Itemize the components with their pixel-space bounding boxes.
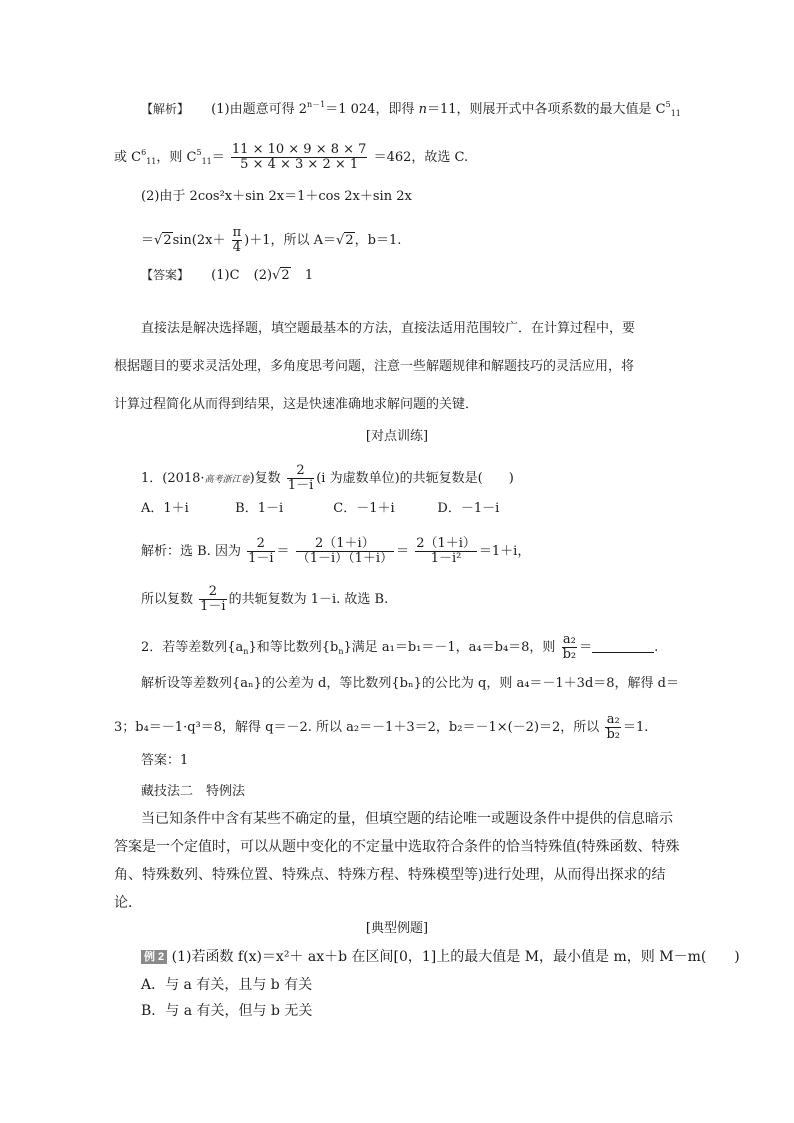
sqrt-symbol: √2: [336, 233, 354, 248]
analysis-line-2: 或 $C^6_{11}$，则 $C^5_{11}=$ $\frac{11 \times 10 \times 9 \times 8 \times 7}{5 \times 4 \times 3 \times 2 \times 1}$ ＝462，故选 C.: [114, 142, 469, 172]
method-2-heading: 藏技法二 特例法: [141, 784, 246, 799]
question-1: 1．(2018·高考浙江卷)复数 $\frac{2}{1-i}$ (i 为虚数单位)的共轭复数是( ): [141, 463, 514, 493]
sqrt-symbol: √2: [272, 268, 290, 283]
answer-line: 【答案】 (1)C (2)√2 1: [141, 268, 314, 283]
summary-line-3: 计算过程简化从而得到结果，这是快速准确地求解问题的关键．: [114, 397, 479, 412]
example-badge: 例 2: [141, 950, 167, 964]
answer-blank[interactable]: [592, 640, 654, 653]
option-c: C．－1＋i: [333, 501, 395, 516]
combination-fraction: $\frac{11 \times 10 \times 9 \times 8 \times 7}{5 \times 4 \times 3 \times 2 \times 1}$: [231, 142, 367, 172]
q2-answer: 答案：1: [141, 753, 189, 768]
pi-fraction: $\frac{\pi}{4}$: [232, 225, 242, 255]
question-2: 2．若等差数列$\{a_n\}$和等比数列$\{b_n\}$满足 a₁＝b₁＝－1，a₄＝b₄＝8，则 $\frac{\text{a₂}}{\text{b₂}}$ ＝ .: [141, 632, 659, 662]
method-2-line-4: 论．: [114, 895, 142, 911]
q1-solution-line-2: 所以复数 $\frac{2}{1-i}$ 的共轭复数为 1－i. 故选 B.: [141, 584, 389, 614]
q2-solution-line-2: 3；b₄＝－1·q³＝8，解得 q＝－2. 所以 a₂＝－1＋3＝2，b₂＝－1×(－2)＝2，所以 $\frac{\text{a₂}}{\text{b₂}}$ ＝1.: [114, 712, 649, 742]
option-b: B．1－i: [235, 501, 284, 516]
summary-line-2: 根据题目的要求灵活处理，多角度思考问题，注意一些解题规律和解题技巧的灵活应用，将: [114, 359, 635, 374]
analysis-label: 【解析】: [141, 102, 190, 116]
option-d: D．－1－i: [437, 501, 500, 516]
answer-label: 【答案】: [141, 268, 190, 282]
analysis-line-3: (2)由于 2cos²x＋sin 2x＝1＋cos 2x＋sin 2x: [141, 189, 412, 204]
q1-fraction: $\frac{2}{1-i}$: [287, 463, 314, 493]
example-2-option-b: B．与 a 有关，但与 b 无关: [141, 1003, 313, 1019]
example-2-option-a: A．与 a 有关，且与 b 有关: [141, 977, 313, 993]
method-2-line-2: 答案是一个定值时，可以从题中变化的不定量中选取符合条件的恰当特殊值(特殊函数、特殊: [114, 839, 680, 855]
q1-options: [141, 500, 499, 518]
training-heading: [对点训练]: [365, 429, 429, 444]
method-2-line-3: 角、特殊数列、特殊位置、特殊点、特殊方程、特殊模型等)进行处理，从而得出探求的结: [114, 867, 666, 883]
example-heading: [典型例题]: [365, 921, 429, 936]
analysis-line-1: 【解析】 (1)由题意可得 $2^{n-1}=1$ 024，即得 n＝11，则展开式中各项系数的最大值是 $C^5_{11}$: [141, 100, 681, 118]
option-a: A．1＋i: [141, 501, 189, 516]
q1-solution-line-1: 解析：选 B. 因为 $\frac{2}{1-i}$ ＝ $\frac{2(1+i)}{(1-i)(1+i)}$ ＝ $\frac{2(1+i)}{\text{1－i²}}$ ＝1＋i，: [141, 536, 531, 566]
source-tag: 高考浙江卷: [204, 475, 250, 485]
method-2-line-1: 当已知条件中含有某些不确定的量，但填空题的结论唯一或题设条件中提供的信息暗示: [141, 811, 673, 827]
analysis-line-4: ＝√2sin(2x＋ $\frac{\pi}{4}$ )＋1，所以 A＝√2，b＝1.: [141, 225, 402, 255]
example-2: 例 2 (1)若函数 f(x)＝x²＋ ax＋b 在区间[0，1]上的最大值是 M，最小值是 m，则 M－m( ): [141, 948, 740, 966]
sqrt-symbol: √2: [154, 233, 172, 248]
q2-solution-line-1: 解析设等差数列{aₙ}的公差为 d，等比数列{bₙ}的公比为 q，则 a₄＝－1＋3d＝8，解得 d＝: [141, 676, 679, 691]
summary-line-1: 直接法是解决选择题，填空题最基本的方法，直接法适用范围较广．在计算过程中，要: [141, 321, 636, 336]
